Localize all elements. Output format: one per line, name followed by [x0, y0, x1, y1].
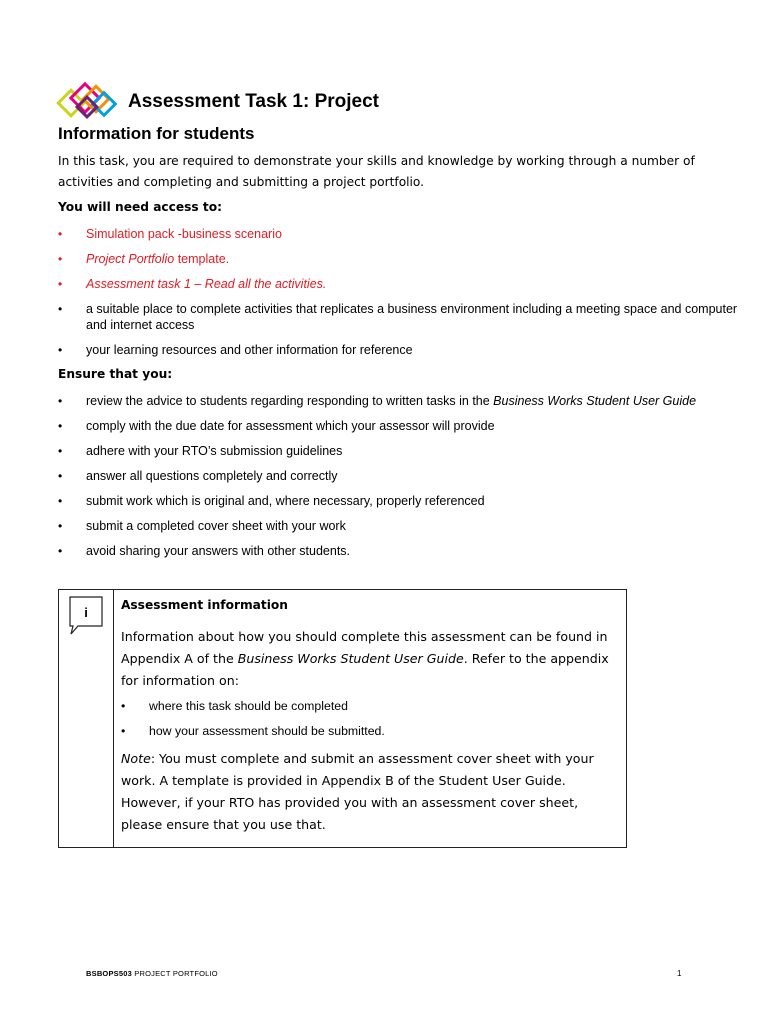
list-item: • Project Portfolio template. — [58, 251, 738, 267]
info-speech-bubble-icon — [69, 596, 103, 636]
list-item: • adhere with your RTO’s submission guidelines — [58, 443, 738, 459]
section-heading: Information for students — [58, 124, 255, 143]
logo-icon — [56, 80, 122, 126]
access-list — [58, 226, 738, 367]
list-item: • Simulation pack -business scenario — [58, 226, 738, 242]
note-paragraph: Note: You must complete and submit an assessment cover sheet with your work. A template is provided in Appendix B of the Student User Guide. However, if your RTO has provided you with an assessment cover sheet, please ensure that you use that. — [121, 751, 594, 832]
list-item: • Assessment task 1 – Read all the activities. — [58, 276, 738, 292]
list-item: • comply with the due date for assessment which your assessor will provide — [58, 418, 738, 434]
assessment-info-box — [58, 589, 627, 848]
list-item: • submit a completed cover sheet with your work — [58, 518, 738, 534]
list-item: • review the advice to students regarding responding to written tasks in the Business Works Student User Guide — [58, 393, 738, 409]
info-paragraph: Information about how you should complete this assessment can be found in Appendix A of the Business Works Student User Guide. Refer to the appendix for information on: — [121, 629, 609, 688]
page-title: Assessment Task 1: Project — [128, 91, 379, 112]
ensure-label: Ensure that you: — [58, 367, 173, 381]
info-heading: Assessment information — [121, 598, 288, 612]
info-icon-cell — [59, 590, 114, 847]
list-item: • answer all questions completely and correctly — [58, 468, 738, 484]
info-list — [121, 698, 621, 739]
intro-paragraph: In this task, you are required to demonstrate your skills and knowledge by working through a number of activities and completing and submitting a project portfolio. — [58, 154, 695, 189]
list-item: • avoid sharing your answers with other students. — [58, 543, 738, 559]
list-item: • a suitable place to complete activities that replicates a business environment including a meeting space and computer and internet access — [58, 301, 738, 333]
svg-text:i: i — [84, 605, 88, 620]
ensure-list — [58, 393, 738, 568]
list-item: • your learning resources and other information for reference — [58, 342, 738, 358]
info-content — [121, 598, 621, 836]
access-label: You will need access to: — [58, 200, 222, 214]
list-item: • where this task should be completed — [121, 698, 621, 714]
list-item: • submit work which is original and, where necessary, properly referenced — [58, 493, 738, 509]
list-item: • how your assessment should be submitted. — [121, 723, 621, 739]
page-number: 1 — [677, 969, 682, 978]
footer-doc-title: BSBOPS503 PROJECT PORTFOLIO — [86, 969, 218, 978]
